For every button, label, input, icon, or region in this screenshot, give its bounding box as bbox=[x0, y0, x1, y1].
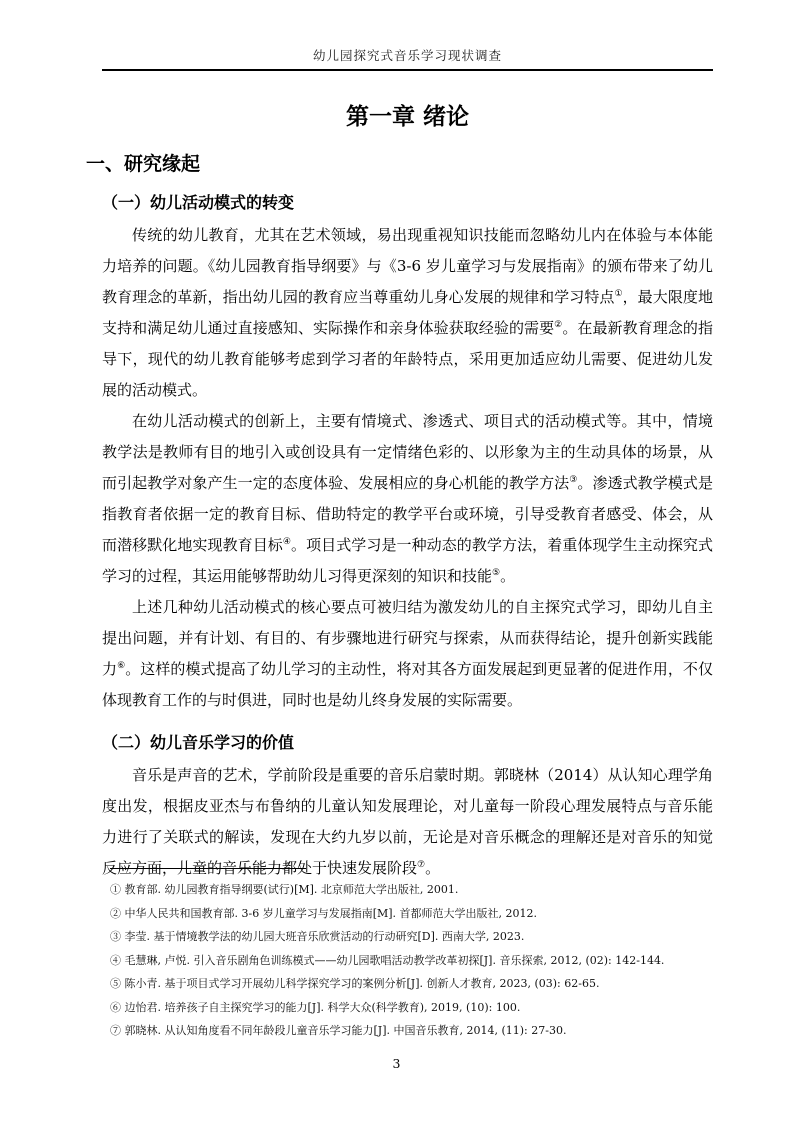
section-heading: 一、研究缘起 bbox=[86, 153, 201, 175]
page-body bbox=[86, 98, 713, 884]
body-paragraph-2: 在幼儿活动模式的创新上，主要有情境式、渗透式、项目式的活动模式等。其中，情境教学法是教师有目的地引入或创设具有一定情绪色彩的、以形象为主的生动具体的场景，从而引起教学对象产生一定的态度体验、发展相应的身心机能的教学方法③。渗透式教学模式是指教育者依据一定的教育目标、借助特定的教学平台或环境，引导受教育者感受、体会，从而潜移默化地实现教育目标④。项目式学习是一种动态的教学方法，着重体现学生主动探究式学习的过程，其运用能够帮助幼儿习得更深刻的知识和技能⑤。 bbox=[102, 412, 713, 585]
chapter-title: 第一章 绪论 bbox=[345, 104, 469, 130]
subsection-heading-1: （一）幼儿活动模式的转变 bbox=[102, 193, 295, 212]
page-number: 3 bbox=[392, 1056, 401, 1071]
header-rule bbox=[102, 69, 713, 71]
page-header bbox=[102, 46, 713, 71]
running-head: 幼儿园探究式音乐学习现状调查 bbox=[312, 48, 502, 63]
footnote-5: ⑤ 陈小青. 基于项目式学习开展幼儿科学探究学习的案例分析[J]. 创新人才教育, 2023, (03): 62-65. bbox=[110, 977, 600, 990]
footnote-4: ④ 毛慧琳, 卢悦. 引入音乐剧角色训练模式——幼儿园歌唱活动教学改革初探[J]. 音乐探索, 2012, (02): 142-144. bbox=[110, 953, 665, 967]
footnote-3: ③ 李莹. 基于情境教学法的幼儿园大班音乐欣赏活动的行动研究[D]. 西南大学, 2023. bbox=[110, 930, 525, 943]
footnote-1: ① 教育部. 幼儿园教育指导纲要(试行)[M]. 北京师范大学出版社, 2001. bbox=[110, 883, 459, 896]
body-paragraph-1: 传统的幼儿教育，尤其在艺术领域，易出现重视知识技能而忽略幼儿内在体验与本体能力培养的问题。《幼儿园教育指导纲要》与《3-6 岁儿童学习与发展指南》的颁布带来了幼儿教育理念的革新，指出幼儿园的教育应当尊重幼儿身心发展的规律和学习特点①，最大限度地支持和满足幼儿通过直接感知、实际操作和亲身体验获取经验的需要②。在最新教育理念的指导下，现代的幼儿教育能够考虑到学习者的年龄特点，采用更加适应幼儿需要、促进幼儿发展的活动模式。 bbox=[102, 226, 713, 399]
footnote-6: ⑥ 边怡君. 培养孩子自主探究学习的能力[J]. 科学大众(科学教育), 2019, (10): 100. bbox=[110, 1000, 521, 1014]
footnote-rule bbox=[110, 868, 306, 869]
body-paragraph-4: 音乐是声音的艺术，学前阶段是重要的音乐启蒙时期。郭晓林（2014）从认知心理学角度出发，根据皮亚杰与布鲁纳的儿童认知发展理论，对儿童每一阶段心理发展特点与音乐能力进行了关联式的解读，发现在大约九岁以前，无论是对音乐概念的理解还是对音乐的知觉反应方面，儿童的音乐能力都处于快速发展阶段⑦。 bbox=[102, 766, 713, 877]
footnote-2: ② 中华人民共和国教育部. 3-6 岁儿童学习与发展指南[M]. 首都师范大学出版社, 2012. bbox=[110, 906, 538, 920]
footnotes-section bbox=[102, 868, 713, 1043]
subsection-heading-2: （二）幼儿音乐学习的价值 bbox=[102, 733, 295, 752]
body-paragraph-3: 上述几种幼儿活动模式的核心要点可被归结为激发幼儿的自主探究式学习，即幼儿自主提出问题，并有计划、有目的、有步骤地进行研究与探索，从而获得结论，提升创新实践能力⑥。这样的模式提高了幼儿学习的主动性，将对其各方面发展起到更显著的促进作用，不仅体现教育工作的与时俱进，同时也是幼儿终身发展的实际需要。 bbox=[102, 598, 713, 709]
footnote-7: ⑦ 郭晓林. 从认知角度看不同年龄段儿童音乐学习能力[J]. 中国音乐教育, 2014, (11): 27-30. bbox=[110, 1024, 567, 1037]
